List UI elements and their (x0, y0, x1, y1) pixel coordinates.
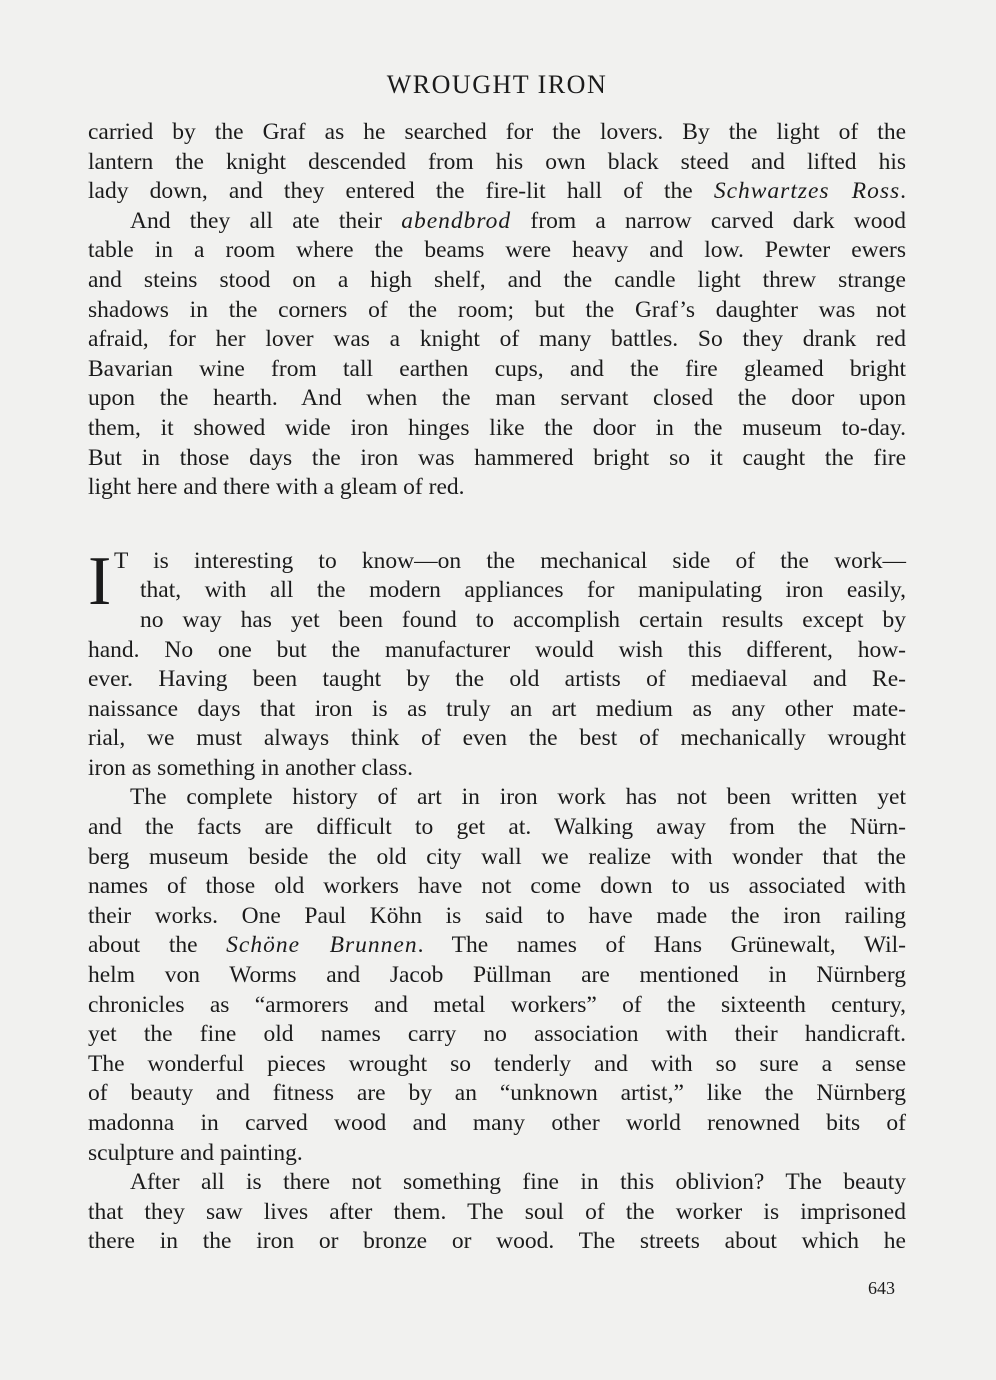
text-line: names of those old workers have not come down to us associated with (88, 873, 906, 900)
text-line: carried by the Graf as he searched for the lovers. By the light of the (88, 119, 906, 145)
text-line: rial, we must always think of even the best of mechanically wrought (88, 725, 906, 752)
italic-term: Schöne Brunnen (226, 932, 418, 959)
text-line (88, 931, 906, 961)
text-line: upon the hearth. And when the man servant closed the door upon (88, 385, 906, 412)
text-line: yet the fine old names carry no association with their handicraft. (88, 1021, 906, 1048)
text-line: of beauty and fitness are by an “unknown artist,” like the Nürnberg (88, 1080, 906, 1107)
section-break (88, 503, 906, 547)
italic-term: Schwartzes Ross (713, 178, 901, 205)
drop-cap: I (88, 542, 112, 620)
text-line: berg museum beside the old city wall we realize with wonder that the (88, 843, 906, 870)
text-line: hand. No one but the manufacturer would wish this different, how- (88, 636, 906, 663)
paragraph-3 (88, 542, 906, 784)
text-line: shadows in the corners of the room; but the Graf’s daughter was not (88, 296, 906, 323)
text-run: And they all ate their (130, 207, 402, 234)
paragraph-2 (88, 207, 906, 503)
text-line: T is interesting to know—on the mechanical side of the work— (114, 547, 906, 574)
running-head: WROUGHT IRON (386, 70, 608, 99)
text-line: that, with all the modern appliances for manipulating iron easily, (140, 577, 906, 604)
text-line: their works. One Paul Köhn is said to have made the iron railing (88, 902, 906, 929)
italic-term: abendbrod (401, 207, 512, 234)
page-number: 643 (868, 1278, 895, 1298)
text-line: there in the iron or bronze or wood. The streets about which he (88, 1228, 906, 1255)
text-run: about the (88, 932, 227, 959)
text-line: afraid, for her lover was a knight of many battles. So they drank red (88, 326, 906, 353)
text-line (88, 177, 906, 207)
text-line: Bavarian wine from tall earthen cups, and the fire gleamed bright (88, 355, 906, 382)
text-line: sculpture and painting. (88, 1139, 303, 1166)
text-run: . (900, 178, 906, 205)
text-line: But in those days the iron was hammered bright so it caught the fire (88, 444, 906, 471)
page-body (88, 66, 906, 1257)
text-line: and the facts are difficult to get at. Walking away from the Nürn- (88, 814, 906, 841)
text-line (88, 207, 906, 237)
text-line: no way has yet been found to accomplish certain results except by (140, 606, 906, 633)
text-line: The wonderful pieces wrought so tenderly and with so sure a sense (88, 1050, 906, 1077)
text-run: from a narrow carved dark wood (511, 207, 906, 234)
text-line: madonna in carved wood and many other world renowned bits of (88, 1110, 906, 1136)
text-run: . The names of Hans Grünewalt, Wil- (417, 932, 906, 959)
text-line: chronicles as “armorers and metal workers” of the sixteenth century, (88, 991, 906, 1018)
text-line: After all is there not something fine in this oblivion? The beauty (130, 1169, 906, 1196)
text-line: light here and there with a gleam of red. (88, 474, 465, 501)
text-line: naissance days that iron is as truly an art medium as any other mate- (88, 695, 906, 722)
paragraph-4 (88, 783, 906, 1168)
text-line: and steins stood on a high shelf, and the candle light threw strange (88, 266, 906, 293)
text-line: The complete history of art in iron work has not been written yet (130, 784, 906, 811)
text-line: lantern the knight descended from his own black steed and lifted his (88, 148, 906, 175)
paragraph-1 (88, 118, 906, 207)
text-run: lady down, and they entered the fire-lit hall of the (88, 178, 714, 205)
paragraph-5 (88, 1168, 906, 1257)
text-line: iron as something in another class. (88, 754, 414, 781)
text-line: ever. Having been taught by the old artists of mediaeval and Re- (88, 666, 906, 693)
text-line: that they saw lives after them. The soul of the worker is imprisoned (88, 1198, 906, 1225)
text-line: them, it showed wide iron hinges like the door in the museum to-day. (88, 414, 906, 441)
text-line: helm von Worms and Jacob Püllman are mentioned in Nürnberg (88, 962, 906, 989)
text-line: table in a room where the beams were heavy and low. Pewter ewers (88, 237, 906, 264)
